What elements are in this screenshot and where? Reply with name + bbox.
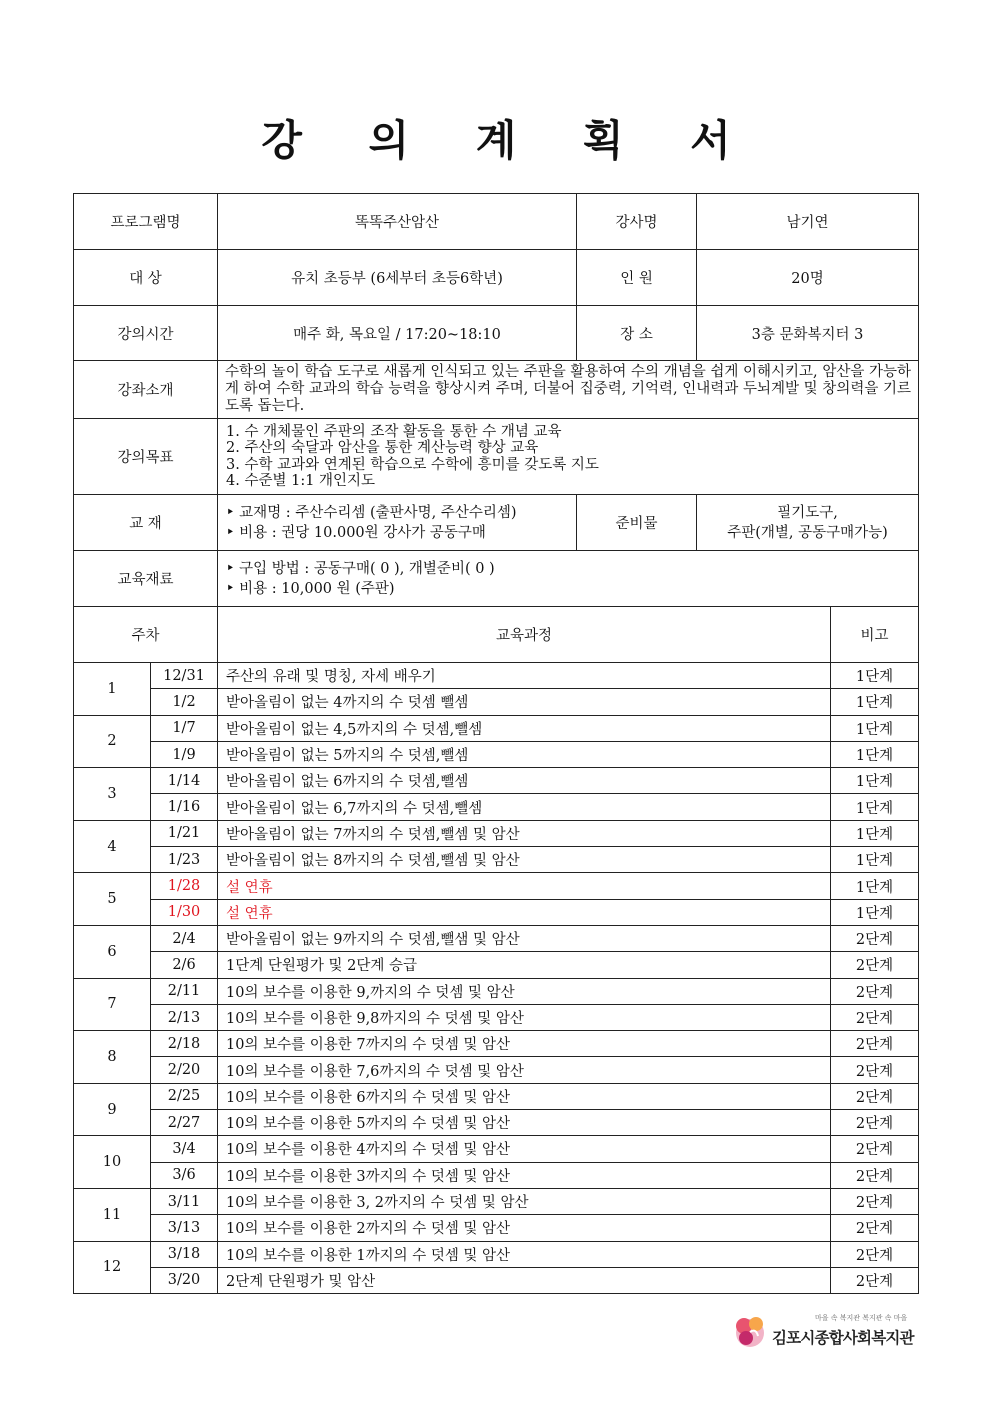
session-note: 2단계 xyxy=(831,925,919,951)
goal-item: 1. 수 개체물인 주판의 조작 활동을 통한 수 개념 교육 xyxy=(226,423,562,440)
session-date: 1/9 xyxy=(151,741,218,767)
session-date: 2/6 xyxy=(151,952,218,978)
document-title: 강 의 계 획 서 xyxy=(261,116,757,165)
textbook-label: 교 재 xyxy=(74,495,218,551)
goal-item: 4. 수준별 1:1 개인지도 xyxy=(226,473,376,489)
session-content: 10의 보수를 이용한 9,까지의 수 덧셈 및 암산 xyxy=(218,978,831,1004)
schedule-row xyxy=(74,925,919,951)
intro-label: 강좌소개 xyxy=(74,361,218,419)
schedule-row xyxy=(74,847,919,873)
schedule-header-row xyxy=(74,607,919,663)
place-label: 장 소 xyxy=(577,306,697,361)
material-info xyxy=(218,551,919,607)
week-number: 7 xyxy=(74,978,151,1031)
supplies-info xyxy=(697,495,919,551)
session-date: 12/31 xyxy=(151,663,218,689)
session-content: 10의 보수를 이용한 2까지의 수 덧셈 및 암산 xyxy=(218,1215,831,1241)
session-note: 1단계 xyxy=(831,873,919,899)
session-date: 3/6 xyxy=(151,1162,218,1188)
week-number: 12 xyxy=(74,1241,151,1294)
time-label: 강의시간 xyxy=(74,306,218,361)
session-note: 2단계 xyxy=(831,1136,919,1162)
session-content: 받아올림이 없는 7까지의 수 덧셈,뺄셈 및 암산 xyxy=(218,820,831,846)
session-date: 1/30 xyxy=(151,899,218,925)
schedule-row xyxy=(74,873,919,899)
session-content: 10의 보수를 이용한 5까지의 수 덧셈 및 암산 xyxy=(218,1110,831,1136)
course-header: 교육과정 xyxy=(218,607,831,663)
material-label: 교육재료 xyxy=(74,551,218,607)
session-note: 2단계 xyxy=(831,1188,919,1214)
capacity-label: 인 원 xyxy=(577,250,697,306)
session-content: 10의 보수를 이용한 6까지의 수 덧셈 및 암산 xyxy=(218,1083,831,1109)
schedule-row xyxy=(74,1162,919,1188)
schedule-row xyxy=(74,741,919,767)
supplies-label: 준비물 xyxy=(577,495,697,551)
session-content: 10의 보수를 이용한 3까지의 수 덧셈 및 암산 xyxy=(218,1162,831,1188)
session-date: 1/28 xyxy=(151,873,218,899)
supplies-line: 필기도구, xyxy=(777,504,838,521)
session-date: 1/21 xyxy=(151,820,218,846)
session-content: 받아올림이 없는 4까지의 수 덧셈 뺄셈 xyxy=(218,689,831,715)
textbook-info xyxy=(218,495,577,551)
schedule-row xyxy=(74,1004,919,1030)
textbook-line: ‣ 교재명 : 주산수리셈 (출판사명, 주산수리셈) xyxy=(226,504,517,521)
schedule-row xyxy=(74,1083,919,1109)
schedule-body xyxy=(74,663,919,1294)
session-content: 10의 보수를 이용한 3, 2까지의 수 덧셈 및 암산 xyxy=(218,1188,831,1214)
session-content: 설 연휴 xyxy=(218,899,831,925)
place-value: 3층 문화복지터 3 xyxy=(697,306,919,361)
material-line: ‣ 구입 방법 : 공동구매( 0 ), 개별준비( 0 ) xyxy=(226,560,495,577)
schedule-row xyxy=(74,1188,919,1214)
schedule-row xyxy=(74,1031,919,1057)
week-number: 9 xyxy=(74,1083,151,1136)
session-note: 1단계 xyxy=(831,689,919,715)
session-date: 1/16 xyxy=(151,794,218,820)
footer-org-name: 김포시종합사회복지관 xyxy=(772,1329,914,1347)
session-note: 1단계 xyxy=(831,663,919,689)
session-content: 설 연휴 xyxy=(218,873,831,899)
session-content: 1단계 단원평가 및 2단계 승급 xyxy=(218,952,831,978)
lecture-plan-table xyxy=(73,193,919,1294)
session-date: 3/4 xyxy=(151,1136,218,1162)
session-note: 2단계 xyxy=(831,1267,919,1293)
session-content: 주산의 유래 및 명칭, 자세 배우기 xyxy=(218,663,831,689)
schedule-row xyxy=(74,1136,919,1162)
session-date: 2/25 xyxy=(151,1083,218,1109)
note-header: 비고 xyxy=(831,607,919,663)
week-header: 주차 xyxy=(74,607,218,663)
instructor-value: 남기연 xyxy=(697,194,919,250)
session-note: 1단계 xyxy=(831,715,919,741)
footer-slogan: 마을 속 복지관 복지관 속 마을 xyxy=(815,1314,908,1322)
intro-text: 수학의 놀이 학습 도구로 새롭게 인식되고 있는 주판을 활용하여 수의 개념을 쉽게 이해시키고, 암산을 가능하게 하여 수학 교과의 학습 능력을 향상시켜 주며, 더불어 집중력, 기억력, 인내력과 두뇌계발 및 창의력을 기르도록 돕는다. xyxy=(218,361,919,419)
session-content: 10의 보수를 이용한 9,8까지의 수 덧셈 및 암산 xyxy=(218,1004,831,1030)
session-date: 2/11 xyxy=(151,978,218,1004)
session-note: 2단계 xyxy=(831,1110,919,1136)
week-number: 1 xyxy=(74,663,151,716)
session-note: 1단계 xyxy=(831,741,919,767)
schedule-row xyxy=(74,1215,919,1241)
week-number: 5 xyxy=(74,873,151,926)
week-number: 2 xyxy=(74,715,151,768)
week-number: 11 xyxy=(74,1188,151,1241)
supplies-line: 주판(개별, 공동구매가능) xyxy=(727,524,888,541)
session-date: 3/20 xyxy=(151,1267,218,1293)
session-content: 받아올림이 없는 5까지의 수 덧셈,뺄셈 xyxy=(218,741,831,767)
session-date: 2/20 xyxy=(151,1057,218,1083)
session-note: 1단계 xyxy=(831,820,919,846)
goal-item: 2. 주산의 숙달과 암산을 통한 계산능력 향상 교육 xyxy=(226,440,539,456)
session-date: 1/7 xyxy=(151,715,218,741)
target-label: 대 상 xyxy=(74,250,218,306)
intro-row xyxy=(74,361,919,419)
target-value: 유치 초등부 (6세부터 초등6학년) xyxy=(218,250,577,306)
session-content: 받아올림이 없는 8까지의 수 덧셈,뺄셈 및 암산 xyxy=(218,847,831,873)
week-number: 10 xyxy=(74,1136,151,1189)
session-note: 2단계 xyxy=(831,1241,919,1267)
schedule-row xyxy=(74,1057,919,1083)
goal-item: 3. 수학 교과와 연계된 학습으로 수학에 흥미를 갖도록 지도 xyxy=(226,456,599,473)
session-note: 2단계 xyxy=(831,1162,919,1188)
schedule-row xyxy=(74,794,919,820)
goal-list xyxy=(218,419,919,495)
material-line: ‣ 비용 : 10,000 원 (주판) xyxy=(226,580,395,597)
session-date: 2/27 xyxy=(151,1110,218,1136)
schedule-row xyxy=(74,1267,919,1293)
session-content: 10의 보수를 이용한 4까지의 수 덧셈 및 암산 xyxy=(218,1136,831,1162)
week-number: 3 xyxy=(74,768,151,821)
program-row xyxy=(74,194,919,250)
session-date: 3/11 xyxy=(151,1188,218,1214)
session-content: 받아올림이 없는 6,7까지의 수 덧셈,뺄셈 xyxy=(218,794,831,820)
session-date: 3/13 xyxy=(151,1215,218,1241)
schedule-row xyxy=(74,663,919,689)
session-note: 1단계 xyxy=(831,899,919,925)
session-note: 1단계 xyxy=(831,847,919,873)
session-date: 2/18 xyxy=(151,1031,218,1057)
session-content: 받아올림이 없는 4,5까지의 수 덧셈,뺄셈 xyxy=(218,715,831,741)
session-note: 2단계 xyxy=(831,1004,919,1030)
week-number: 6 xyxy=(74,925,151,978)
session-date: 1/14 xyxy=(151,768,218,794)
schedule-row xyxy=(74,689,919,715)
capacity-value: 20명 xyxy=(697,250,919,306)
time-value: 매주 화, 목요일 / 17:20~18:10 xyxy=(218,306,577,361)
schedule-row xyxy=(74,715,919,741)
schedule-row xyxy=(74,952,919,978)
session-date: 2/4 xyxy=(151,925,218,951)
schedule-row xyxy=(74,768,919,794)
program-value: 똑똑주산암산 xyxy=(218,194,577,250)
textbook-row xyxy=(74,495,919,551)
schedule-row xyxy=(74,899,919,925)
textbook-line: ‣ 비용 : 권당 10.000원 강사가 공동구매 xyxy=(226,524,486,541)
instructor-label: 강사명 xyxy=(577,194,697,250)
time-row xyxy=(74,306,919,361)
session-date: 2/13 xyxy=(151,1004,218,1030)
goal-label: 강의목표 xyxy=(74,419,218,495)
session-content: 2단계 단원평가 및 암산 xyxy=(218,1267,831,1293)
session-content: 받아올림이 없는 6까지의 수 덧셈,뺄셈 xyxy=(218,768,831,794)
schedule-row xyxy=(74,1241,919,1267)
session-note: 1단계 xyxy=(831,794,919,820)
session-date: 1/2 xyxy=(151,689,218,715)
material-row xyxy=(74,551,919,607)
session-note: 2단계 xyxy=(831,1031,919,1057)
goal-row xyxy=(74,419,919,495)
session-note: 2단계 xyxy=(831,952,919,978)
schedule-row xyxy=(74,820,919,846)
session-note: 2단계 xyxy=(831,1215,919,1241)
session-note: 1단계 xyxy=(831,768,919,794)
target-row xyxy=(74,250,919,306)
session-content: 10의 보수를 이용한 7,6까지의 수 덧셈 및 암산 xyxy=(218,1057,831,1083)
program-label: 프로그램명 xyxy=(74,194,218,250)
schedule-row xyxy=(74,1110,919,1136)
session-date: 3/18 xyxy=(151,1241,218,1267)
session-note: 2단계 xyxy=(831,978,919,1004)
session-content: 받아올림이 없는 9까지의 수 덧셈,뺄샘 및 암산 xyxy=(218,925,831,951)
schedule-row xyxy=(74,978,919,1004)
week-number: 4 xyxy=(74,820,151,873)
session-note: 2단계 xyxy=(831,1057,919,1083)
session-date: 1/23 xyxy=(151,847,218,873)
session-note: 2단계 xyxy=(831,1083,919,1109)
session-content: 10의 보수를 이용한 1까지의 수 덧셈 및 암산 xyxy=(218,1241,831,1267)
session-content: 10의 보수를 이용한 7까지의 수 덧셈 및 암산 xyxy=(218,1031,831,1057)
week-number: 8 xyxy=(74,1031,151,1084)
